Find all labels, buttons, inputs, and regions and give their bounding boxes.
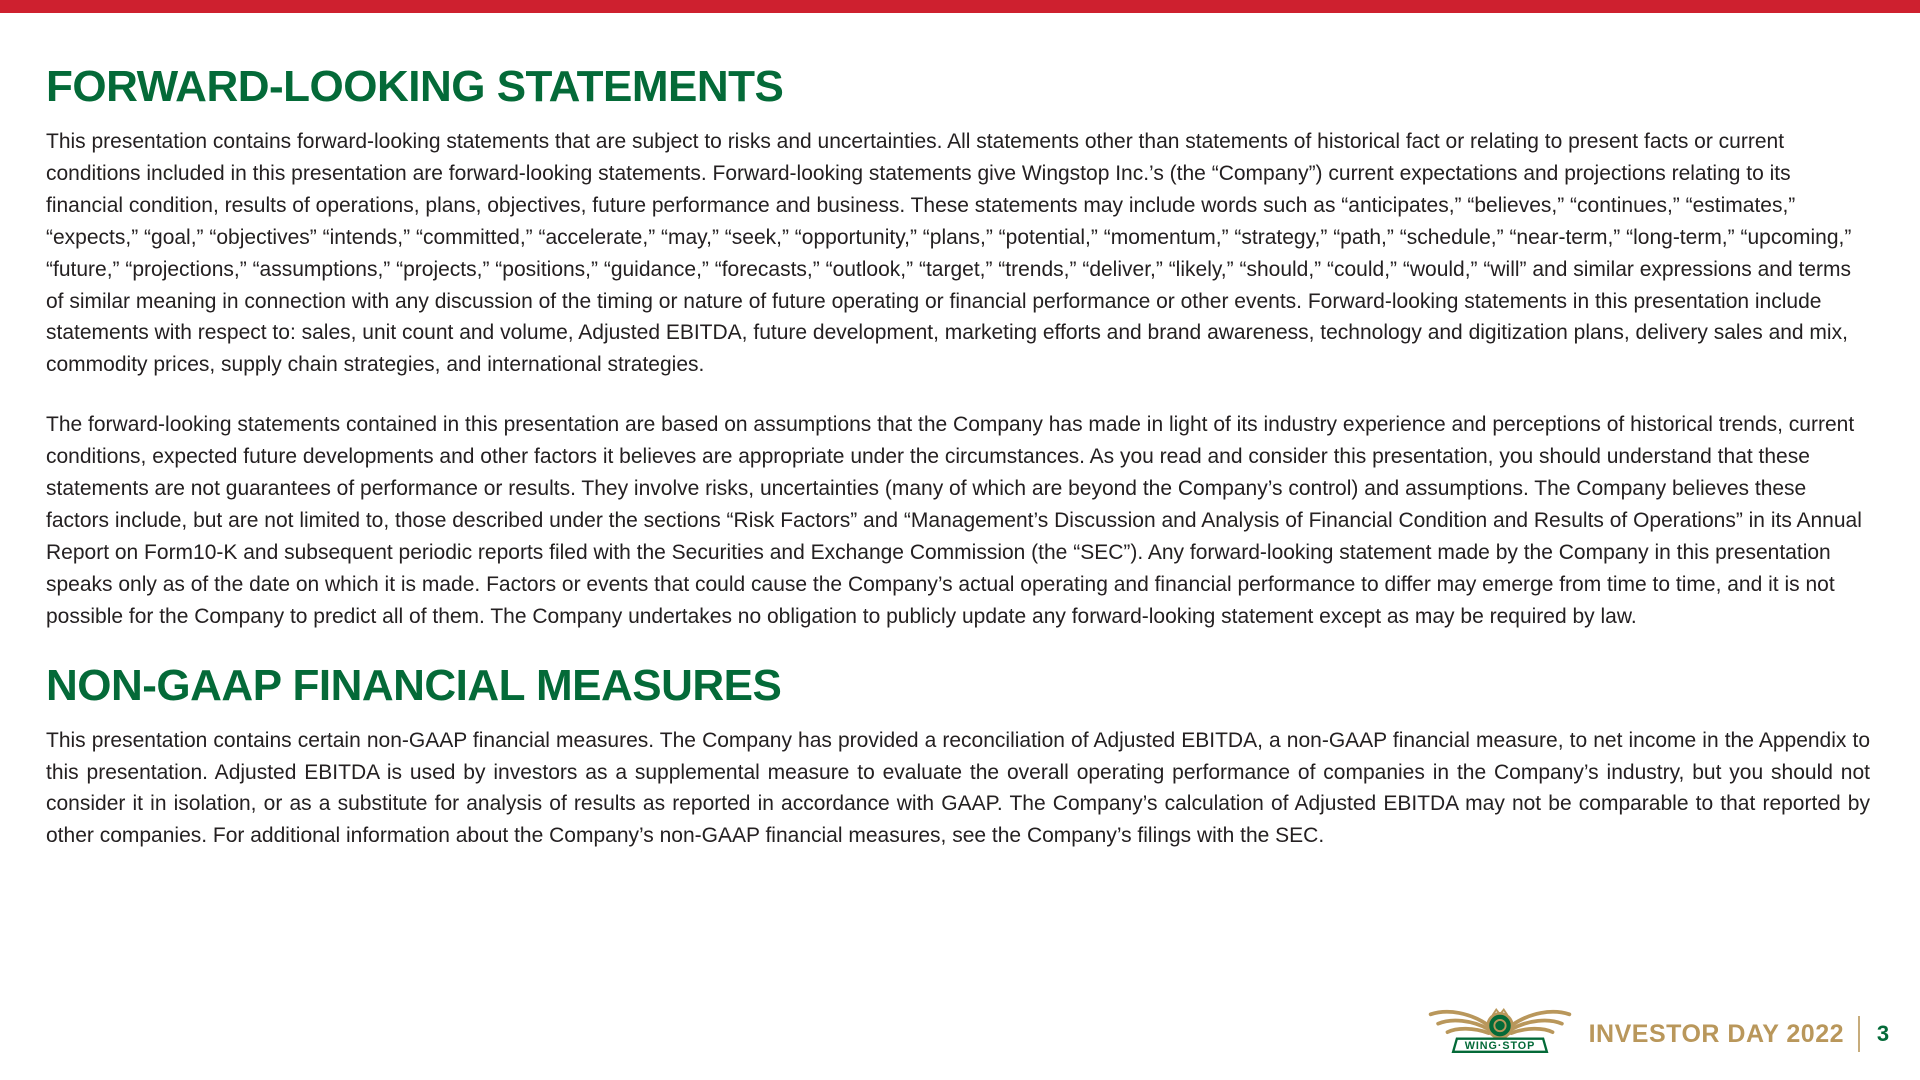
- non-gaap-paragraph: This presentation contains certain non-GAAP financial measures. The Company has provided a reconciliation of Adjusted EBITDA, a non-GAAP financial measure, to net income in the Appendix to this presentation. Adjusted EBITDA is used by investors as a supplemental measure to evaluate the overall operating performance of companies in the Company’s industry, but you should not consider it in isolation, or as a substitute for analysis of results as reported in accordance with GAAP. The Company’s calculation of Adjusted EBITDA may not be comparable to that reported by other companies. For additional information about the Company’s non-GAAP financial measures, see the Company’s filings with the SEC.: [46, 728, 1870, 848]
- wingstop-logo-icon: [1425, 1004, 1575, 1064]
- investor-day-label: INVESTOR DAY 2022: [1588, 1019, 1844, 1048]
- logo-banner-text: WING·STOP: [1464, 1040, 1535, 1052]
- page-number: 3: [1876, 1021, 1890, 1046]
- forward-looking-paragraph-2: The forward-looking statements contained in this presentation are based on assumptions that the Company has made in light of its industry experience and perceptions of historical trends, current conditions, expected future developments and other factors it believes are appropriate under the circumstances. As you read and consider this presentation, you should understand that these statements are not guarantees of performance or results. They involve risks, uncertainties (many of which are beyond the Company’s control) and assumptions. The Company believes these factors include, but are not limited to, those described under the sections “Risk Factors” and “Management’s Discussion and Analysis of Financial Condition and Results of Operations” in its Annual Report on Form10-K and subsequent periodic reports filed with the Securities and Exchange Commission (the “SEC”). Any forward-looking statement made by the Company in this presentation speaks only as of the date on which it is made. Factors or events that could cause the Company’s actual operating and financial performance to differ may emerge from time to time, and it is not possible for the Company to predict all of them. The Company undertakes no obligation to publicly update any forward-looking statement except as may be required by law.: [46, 413, 1862, 628]
- forward-looking-heading: FORWARD-LOOKING STATEMENTS: [46, 62, 784, 111]
- non-gaap-heading: NON-GAAP FINANCIAL MEASURES: [46, 660, 782, 710]
- forward-looking-paragraph-1: This presentation contains forward-looking statements that are subject to risks and uncertainties. All statements other than statements of historical fact or relating to present facts or current conditions included in this presentation are forward-looking statements. Forward-looking statements give Wingstop Inc.’s (the “Company”) current expectations and projections relating to its financial condition, results of operations, plans, objectives, future performance and business. These statements may include words such as “anticipates,” “believes,” “continues,” “estimates,” “expects,” “goal,” “objectives” “intends,” “committed,” “accelerate,” “may,” “seek,” “opportunity,” “plans,” “potential,” “momentum,” “strategy,” “path,” “schedule,” “near-term,” “long-term,” “upcoming,” “future,” “projections,” “assumptions,” “projects,” “positions,” “guidance,” “forecasts,” “outlook,” “target,” “trends,” “deliver,” “likely,” “should,” “could,” “would,” “will” and similar expressions and terms of similar meaning in connection with any discussion of the timing or nature of future operating or financial performance or other events. Forward-looking statements in this presentation include statements with respect to: sales, unit count and volume, Adjusted EBITDA, future development, marketing efforts and brand awareness, technology and digitization plans, delivery sales and mix, commodity prices, supply chain strategies, and international strategies.: [46, 130, 1852, 377]
- slide-footer: [1425, 1004, 1892, 1064]
- accent-bar: [0, 0, 1920, 13]
- footer-divider: [1858, 1016, 1860, 1052]
- section-non-gaap: [46, 661, 1870, 853]
- section-forward-looking: [46, 62, 1870, 633]
